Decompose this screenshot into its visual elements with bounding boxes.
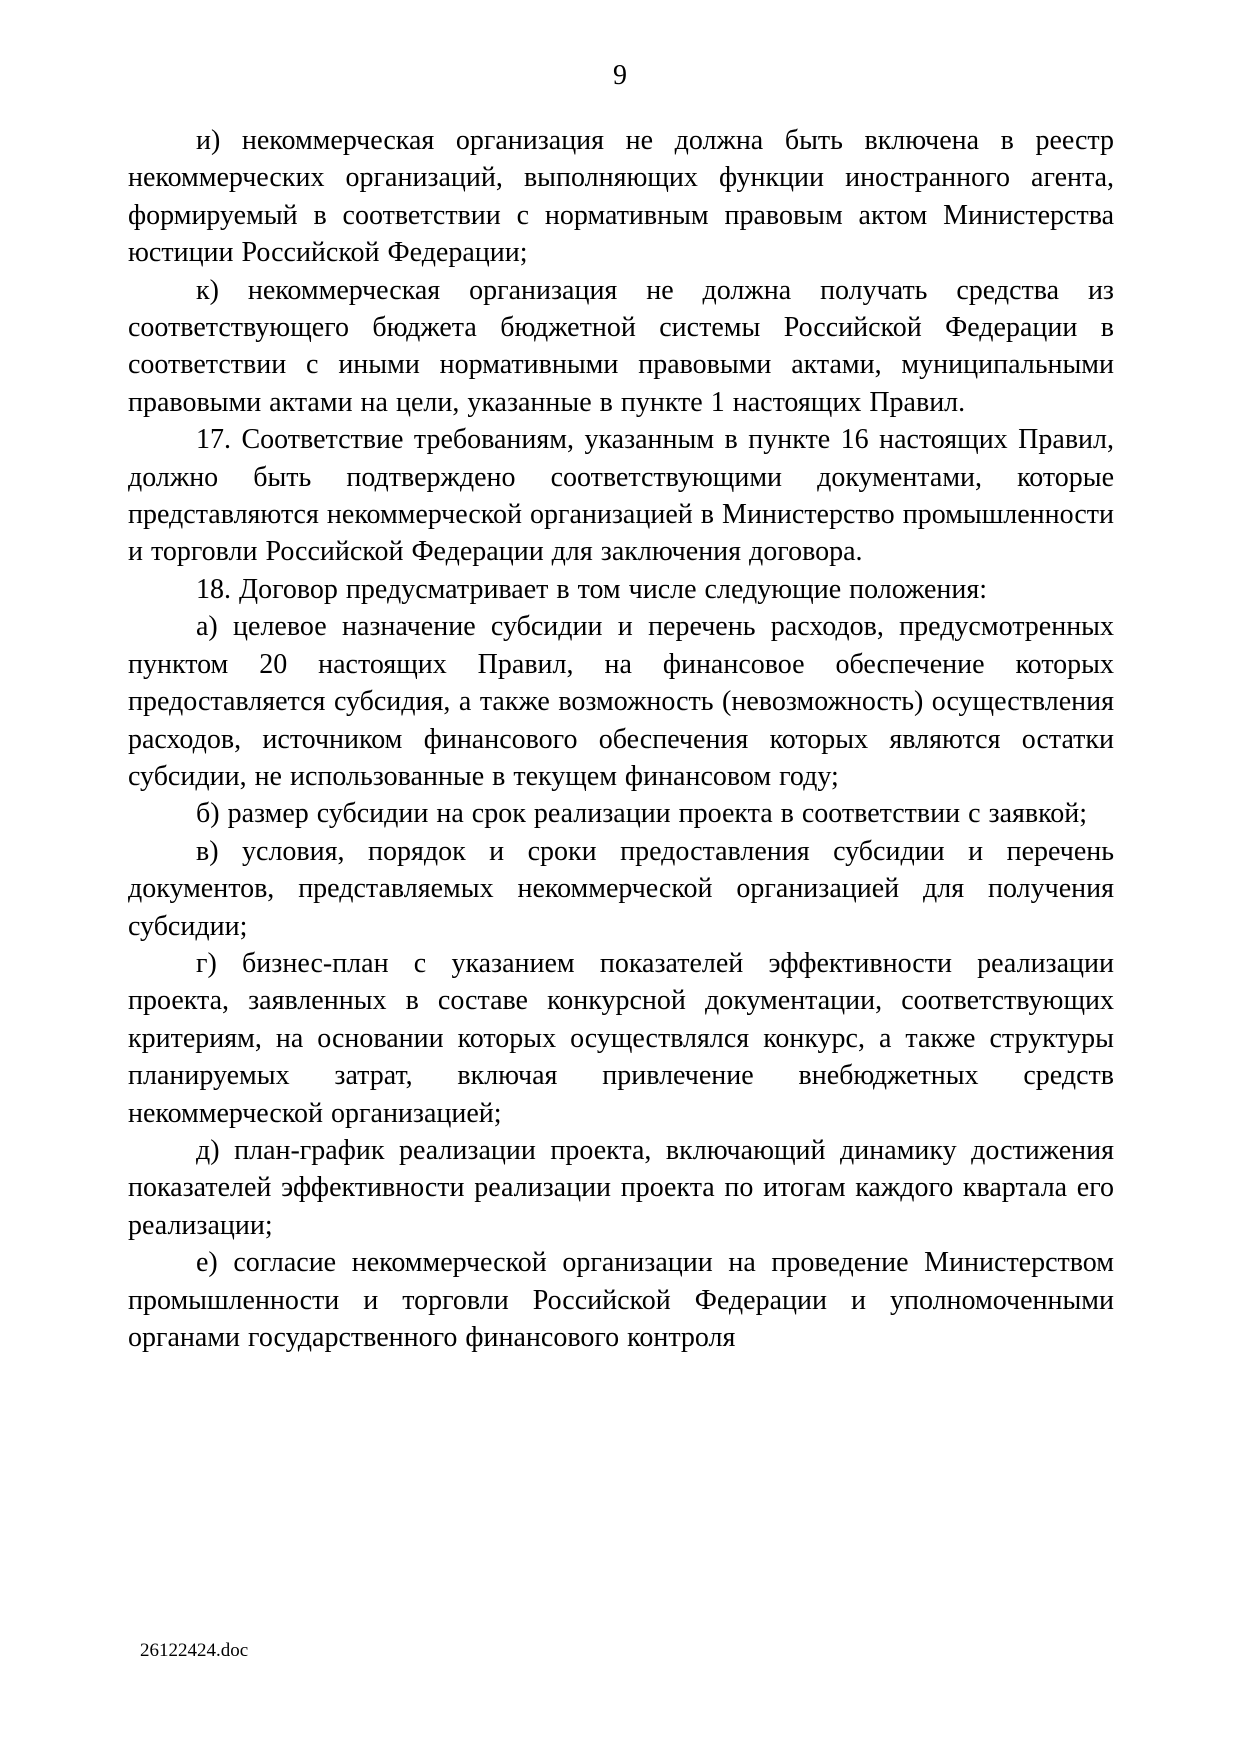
- document-body: [128, 122, 1114, 1356]
- paragraph-clause-18: 18. Договор предусматривает в том числе следующие положения:: [196, 573, 988, 605]
- footer-filename: 26122424.doc: [140, 1640, 249, 1661]
- paragraph-item-v: в) условия, порядок и сроки предоставления субсидии и перечень документов, представляемых некоммерческой организацией для получения субсидии;: [128, 835, 1114, 942]
- paragraph-item-k: к) некоммерческая организация не должна получать средства из соответствующего бюджета бюджетной системы Российской Федерации в соответствии с иными нормативными правовыми актами, муниципальными правовыми актами на цели, указанные в пункте 1 настоящих Правил.: [128, 274, 1114, 418]
- paragraph-item-i: и) некоммерческая организация не должна быть включена в реестр некоммерческих организаций, выполняющих функции иностранного агента, формируемый в соответствии с нормативным правовым актом Министерства юстиции Российской Федерации;: [128, 125, 1114, 269]
- paragraph-item-e: е) согласие некоммерческой организации на проведение Министерством промышленности и торговли Российской Федерации и уполномоченными органами государственного финансового контроля: [128, 1247, 1114, 1353]
- paragraph-item-g: г) бизнес-план с указанием показателей эффективности реализации проекта, заявленных в составе конкурсной документации, соответствующих критериям, на основании которых осуществлялся конкурс, а также структуры планируемых затрат, включая привлечение внебюджетных средств некоммерческой организацией;: [128, 947, 1114, 1129]
- paragraph-item-d: д) план-график реализации проекта, включающий динамику достижения показателей эффективности реализации проекта по итогам каждого квартала его реализации;: [128, 1134, 1114, 1241]
- paragraph-item-b: б) размер субсидии на срок реализации проекта в соответствии с заявкой;: [196, 798, 1088, 830]
- paragraph-item-a: а) целевое назначение субсидии и перечень расходов, предусмотренных пунктом 20 настоящих Правил, на финансовое обеспечение которых предоставляется субсидия, а также возможность (невозможность) осуществления расходов, источником финансового обеспечения которых являются остатки субсидии, не использованные в текущем финансовом году;: [128, 611, 1114, 792]
- paragraph-clause-17: 17. Соответствие требованиям, указанным в пункте 16 настоящих Правил, должно быть подтверждено соответствующими документами, которые представляются некоммерческой организацией в Министерство промышленности и торговли Российской Федерации для заключения договора.: [128, 424, 1114, 568]
- page-number: 9: [613, 60, 627, 91]
